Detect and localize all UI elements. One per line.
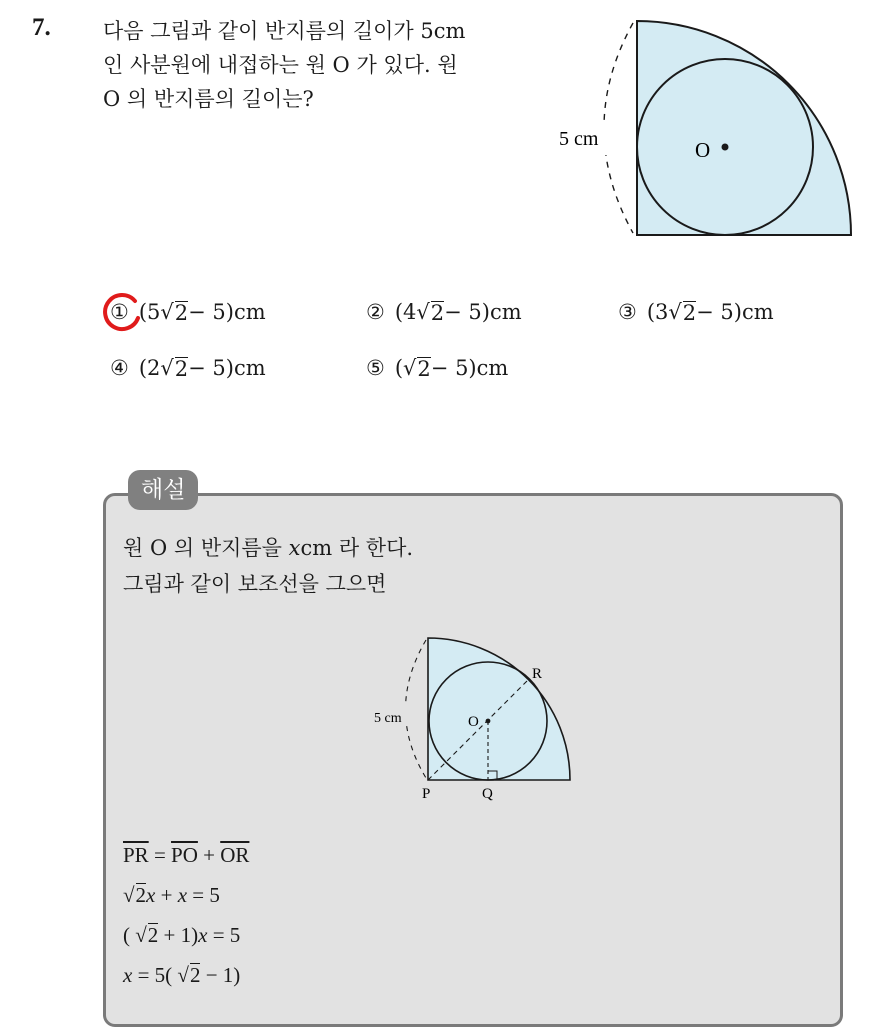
question-line-2: 인 사분원에 내접하는 원 O 가 있다. 원 — [103, 53, 458, 77]
choice-5[interactable] — [366, 356, 508, 380]
center-point-2 — [486, 719, 491, 724]
segment-po: $\overline{PO}$ — [171, 843, 198, 867]
sqrt-icon: √ — [668, 300, 682, 324]
variable-x: x — [288, 536, 301, 560]
choice-4-prefix: (2 — [138, 356, 161, 380]
eq3-radicand: 2 — [147, 923, 159, 947]
choice-2-suffix: − 5)cm — [444, 300, 522, 324]
explanation-line-1-b: cm 라 한다. — [300, 536, 414, 560]
sqrt-icon: √ — [177, 963, 189, 987]
auxiliary-line-figure — [360, 630, 590, 810]
eq3-rhs: = 5 — [207, 923, 241, 947]
sqrt-icon: √ — [135, 923, 147, 947]
equation-1 — [123, 843, 249, 868]
center-label: O — [695, 138, 711, 162]
choice-3-number: ③ — [618, 300, 637, 324]
quarter-circle-shape — [637, 21, 851, 235]
question-text — [103, 14, 533, 116]
eq2-rhs: = 5 — [187, 883, 220, 907]
choice-2-prefix: (4 — [394, 300, 417, 324]
explanation-line-2: 그림과 같이 보조선을 그으면 — [123, 572, 387, 596]
variable-x: x — [123, 963, 133, 987]
explanation-text — [123, 530, 413, 602]
choice-1-prefix: (5 — [138, 300, 161, 324]
point-p-label: P — [422, 786, 431, 802]
question-line-1: 다음 그림과 같이 반지름의 길이가 5cm — [103, 19, 466, 43]
point-q-label: Q — [482, 786, 493, 802]
choice-4-number: ④ — [110, 356, 129, 380]
explanation-line-1 — [123, 530, 413, 566]
sqrt-icon: √ — [403, 356, 417, 380]
variable-x: x — [146, 883, 156, 907]
eq3-mid: + 1) — [158, 923, 199, 947]
question-number: 7. — [32, 14, 51, 41]
eq4-mid: = 5( — [132, 963, 178, 987]
choice-3-suffix: − 5)cm — [696, 300, 774, 324]
equation-2 — [123, 883, 220, 908]
point-r-label: R — [532, 666, 543, 682]
eq4-radicand: 2 — [189, 963, 201, 987]
variable-x: x — [177, 883, 188, 907]
equation-4 — [123, 963, 240, 988]
choice-1-number: ① — [110, 300, 129, 324]
center-point — [722, 144, 729, 151]
eq4-suffix: − 1) — [200, 963, 241, 987]
choice-2[interactable] — [366, 300, 522, 324]
eq2-plus: + — [155, 883, 178, 907]
choice-5-suffix: − 5)cm — [430, 356, 509, 380]
choice-3-radicand: 2 — [682, 300, 697, 325]
equation-3 — [123, 923, 240, 948]
quarter-circle-figure — [555, 15, 865, 245]
variable-x: x — [198, 923, 208, 947]
choice-5-prefix: ( — [394, 356, 404, 380]
segment-or: $\overline{OR}$ — [220, 843, 250, 867]
choice-1-suffix: − 5)cm — [188, 300, 266, 324]
eq3-prefix: ( — [123, 923, 136, 947]
sqrt-icon: √ — [160, 300, 174, 324]
choice-4[interactable] — [110, 356, 266, 380]
plus-sign: + — [197, 843, 221, 867]
choice-1-radicand: 2 — [174, 300, 189, 325]
equals-sign: = — [148, 843, 172, 867]
explanation-line-1-a: 원 O 의 반지름을 — [123, 536, 289, 560]
choice-1[interactable] — [110, 300, 266, 324]
segment-pr: $\overline{PR}$ — [123, 843, 149, 867]
choice-3[interactable] — [618, 300, 774, 324]
eq2-radicand: 2 — [135, 883, 147, 907]
sqrt-icon: √ — [160, 356, 174, 380]
point-o-label: O — [468, 714, 479, 730]
choice-4-radicand: 2 — [174, 356, 189, 381]
radius-label-2: 5 cm — [374, 711, 402, 726]
choice-2-number: ② — [366, 300, 385, 324]
explanation-tab: 해설 — [128, 470, 198, 510]
choice-2-radicand: 2 — [430, 300, 445, 325]
choice-5-number: ⑤ — [366, 356, 385, 380]
question-line-3: O 의 반지름의 길이는? — [103, 87, 314, 111]
choice-3-prefix: (3 — [646, 300, 669, 324]
choice-4-suffix: − 5)cm — [188, 356, 266, 380]
radius-label: 5 cm — [559, 128, 599, 150]
sqrt-icon: √ — [416, 300, 430, 324]
choice-5-radicand: 2 — [417, 356, 431, 381]
sqrt-icon: √ — [123, 883, 135, 907]
